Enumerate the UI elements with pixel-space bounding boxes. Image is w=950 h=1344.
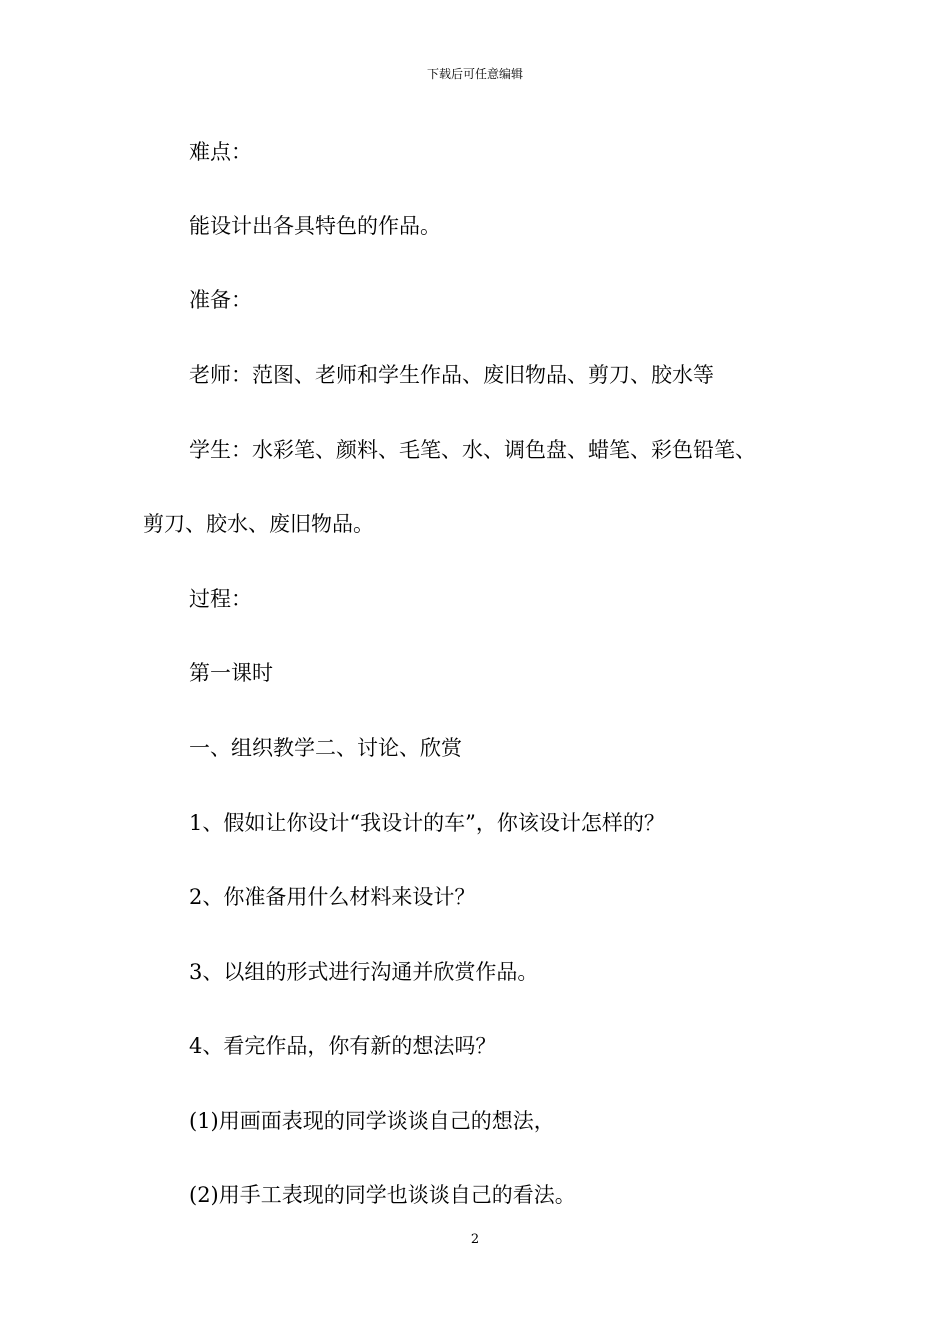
paragraph-line: 准备： (189, 288, 252, 312)
paragraph-line: 一、组织教学二、讨论、欣赏 (189, 736, 462, 760)
paragraph-line: 2、你准备用什么材料来设计？ (189, 885, 476, 909)
page-header: 下载后可任意编辑 (426, 67, 523, 81)
paragraph-line: 难点： (189, 140, 252, 164)
paragraph-line: 老师：范图、老师和学生作品、废旧物品、剪刀、胶水等 (189, 363, 714, 387)
paragraph-line: 第一课时 (189, 661, 273, 685)
paragraph-line: (2)用手工表现的同学也谈谈自己的看法。 (189, 1183, 576, 1207)
paragraph-line: 3、以组的形式进行沟通并欣赏作品。 (189, 960, 539, 984)
page-number: 2 (470, 1232, 480, 1247)
paragraph-line: (1)用画面表现的同学谈谈自己的想法， (189, 1109, 555, 1133)
paragraph-line: 4、看完作品，你有新的想法吗？ (189, 1034, 497, 1058)
paragraph-line: 学生：水彩笔、颜料、毛笔、水、调色盘、蜡笔、彩色铅笔、 (189, 438, 756, 462)
paragraph-line: 过程： (189, 587, 252, 611)
paragraph-line: 剪刀、胶水、废旧物品。 (143, 512, 374, 536)
paragraph-line: 能设计出各具特色的作品。 (189, 214, 441, 238)
paragraph-line: 1、假如让你设计“我设计的车”，你该设计怎样的？ (189, 811, 665, 835)
